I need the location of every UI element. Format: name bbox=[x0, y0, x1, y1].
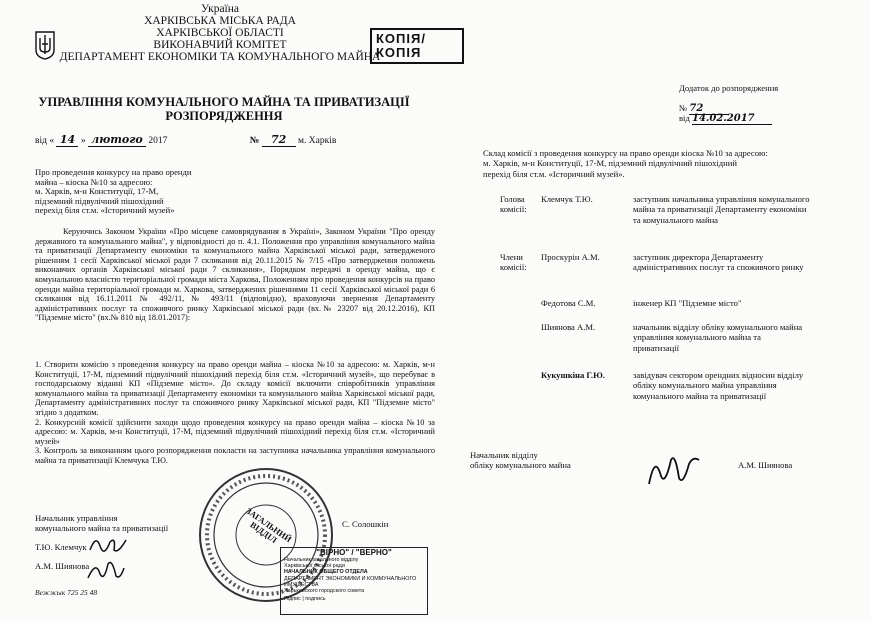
verno-stamp-title: "ВІРНО" / "ВЕРНО" bbox=[316, 548, 392, 557]
verno-stamp-line: Харківської міської ради bbox=[284, 563, 345, 570]
member-position: заступник директора Департаменту адміністративних послуг та споживчого ринку bbox=[633, 252, 804, 273]
order-items bbox=[35, 360, 435, 466]
city-council-name: ХАРКІВСЬКА МІСЬКА РАДА bbox=[144, 15, 296, 27]
head-signature-name: С. Солошкін bbox=[342, 519, 389, 529]
region-name: ХАРКІВСЬКОЇ ОБЛАСТІ bbox=[156, 27, 284, 39]
department-name: ДЕПАРТАМЕНТ ЕКОНОМІКИ ТА КОМУНАЛЬНОГО МАЙНА bbox=[59, 51, 381, 63]
appendix-date: 14.02.2017 bbox=[692, 114, 772, 125]
order-item: 3. Контроль за виконанням цього розпорядження покласти на заступника начальника управління комунального майна та приватизації Клемчука Т.Ю. bbox=[35, 446, 435, 465]
verno-stamp-line: Харьковского городского совета bbox=[284, 588, 365, 595]
approval-name: А.М. Шиянова bbox=[35, 561, 90, 571]
appendix-signature-title: Начальник відділу обліку комунального майна bbox=[470, 450, 571, 471]
country-name: Україна bbox=[200, 3, 240, 15]
verno-stamp-sign-label: Підпис | подпись bbox=[284, 596, 326, 603]
order-month: лютого bbox=[88, 133, 146, 147]
member-role: Члени комісії: bbox=[500, 252, 527, 273]
directorate-heading bbox=[0, 95, 448, 123]
document-type: РОЗПОРЯДЖЕННЯ bbox=[165, 109, 283, 123]
copy-stamp bbox=[370, 28, 464, 64]
member-position: начальник відділу обліку комунального майна управління комунального майна та приватизації bbox=[633, 322, 803, 353]
appendix-date-line bbox=[679, 114, 789, 125]
directorate-name: УПРАВЛІННЯ КОМУНАЛЬНОГО МАЙНА ТА ПРИВАТИЗАЦІЇ bbox=[38, 95, 410, 109]
verno-stamp-lines bbox=[281, 557, 427, 602]
round-seal-text: ЗАГАЛЬНИЙ ВІДДІЛ bbox=[244, 505, 294, 546]
appendix-number: 72 bbox=[689, 104, 729, 115]
order-place: м. Харків bbox=[298, 136, 337, 146]
appendix-label: Додаток до розпорядження bbox=[679, 83, 779, 93]
appendix-date-label: від bbox=[679, 113, 690, 123]
order-number-label: № bbox=[249, 136, 260, 146]
member-position: завідувач сектором орендних відносин відділу обліку комунального майна управління комунального майна та приватизації bbox=[633, 370, 804, 401]
order-subject: Про проведення конкурсу на право оренди майна – кіоска №10 за адресою: м. Харків, м-н Конституції, 17-М, підземний підвулічний пішохідний перехід біля ст.м. «Історичний музей» bbox=[35, 167, 192, 216]
approval-name: Т.Ю. Клемчук bbox=[35, 542, 87, 552]
order-number: 72 bbox=[262, 133, 296, 147]
handwritten-signature-icon bbox=[86, 556, 126, 589]
verno-stamp-line: НАЧАЛЬНИК ОБЩЕГО ОТДЕЛА bbox=[284, 569, 368, 576]
order-item: 1. Створити комісію з проведення конкурсу на право оренди майна – кіоска №10 за адресою: м. Харків, м-н Конституції, 17-М, підземний підвулічний пішохідний перехід біля ст.м. «Історичний музей», що перебуває в господарському віданні КП «Підземне місто». До складу комісії включити співробітників управління комунального майна та приватизації Департаменту економіки та комунального майна Харківської міської ради, Департаменту адміністративних послуг та споживчого ринку Харківської міської ради, КП "Підземне місто" згідно з додатком. bbox=[35, 360, 435, 417]
verno-stamp-line: Начальник загального відділу bbox=[284, 557, 359, 563]
appendix-number-label: № bbox=[679, 103, 688, 113]
order-item: 2. Конкурсній комісії здійснити заходи щодо проведення конкурсу на право оренди майна – кіоска №10 за адресою: м. Харків, м-н Конституції, 17-М, підземний підвулічний пішохідний перехід біля ст.м. «Історичний музей» bbox=[35, 417, 435, 446]
appendix-title: Склад комісії з проведення конкурсу на право оренди кіоска №10 за адресою: м. Харків, м-н Конституції, 17-М, підземний підвулічний пішохідний перехід біля ст.м. «Історичний музей». bbox=[483, 148, 768, 179]
copy-stamp-text: КОПІЯ/ КОПІЯ bbox=[376, 31, 426, 60]
executor-note: Вежжык 725 25 48 bbox=[35, 588, 98, 597]
head-signature-title: Начальник управління комунального майна та приватизації bbox=[35, 513, 169, 533]
executive-committee: ВИКОНАВЧИЙ КОМІТЕТ bbox=[153, 39, 287, 51]
handwritten-signature-icon bbox=[645, 450, 701, 495]
member-name: Шиянова А.М. bbox=[541, 322, 596, 332]
appendix-signature-name: А.М. Шиянова bbox=[738, 460, 793, 470]
order-date-line: від « 14 » лютого 2017 № 72 м. Харків bbox=[35, 133, 337, 146]
member-role: Голова комісії: bbox=[500, 194, 527, 215]
member-name: Кукушкіна Г.Ю. bbox=[541, 370, 605, 380]
order-preamble: Керуючись Законом України «Про місцеве самоврядування в Україні», Законом України "Про оренду державного та комунального майна", у відповідності до п. 4.1. Положення про управління комунального майна та приватизації Департаменту економіки та комунального майна Харківської міської ради, затвердженого рішенням 1 сесії Харківської міської ради 7 скликання від 20.11.2015 № 7/15 «Про затвердження положень виконавчих органів Харківської міської ради 7 скликання», Порядком передачі в оренду майна, що є комунальною власністю територіальної громади міста Харкова, Положенням про проведення конкурсів на право оренди майна територіальної громади м. Харкова, затверджених рішеннями 11 сесії Харківської міської ради 6 скликання від 16.11.2011 № 492/11, № 493/11 (відповідно), враховуючи звернення Департаменту адміністративних послуг та споживчого ринку Харківської міської ради (вх.№ 23207 від 20.12.2016), КП "Підземне місто" (вх.№ 810 від 18.01.2017): bbox=[35, 227, 435, 323]
date-from-label: від bbox=[35, 136, 47, 146]
order-day: 14 bbox=[56, 133, 78, 147]
verno-stamp-line: ДЕПАРТАМЕНТ ЭКОНОМИКИ И КОММУНАЛЬНОГО ИМУЩЕСТВА bbox=[284, 575, 417, 588]
order-year: 2017 bbox=[148, 136, 168, 146]
member-name: Клемчук Т.Ю. bbox=[541, 194, 593, 204]
member-position: інженер КП "Підземне місто" bbox=[633, 298, 742, 308]
member-name: Федотова С.М. bbox=[541, 298, 596, 308]
verno-stamp bbox=[280, 547, 428, 615]
member-name: Проскурін А.М. bbox=[541, 252, 600, 262]
member-position: заступник начальника управління комунального майна та приватизації Департаменту економіки та комунального майна bbox=[633, 194, 810, 225]
